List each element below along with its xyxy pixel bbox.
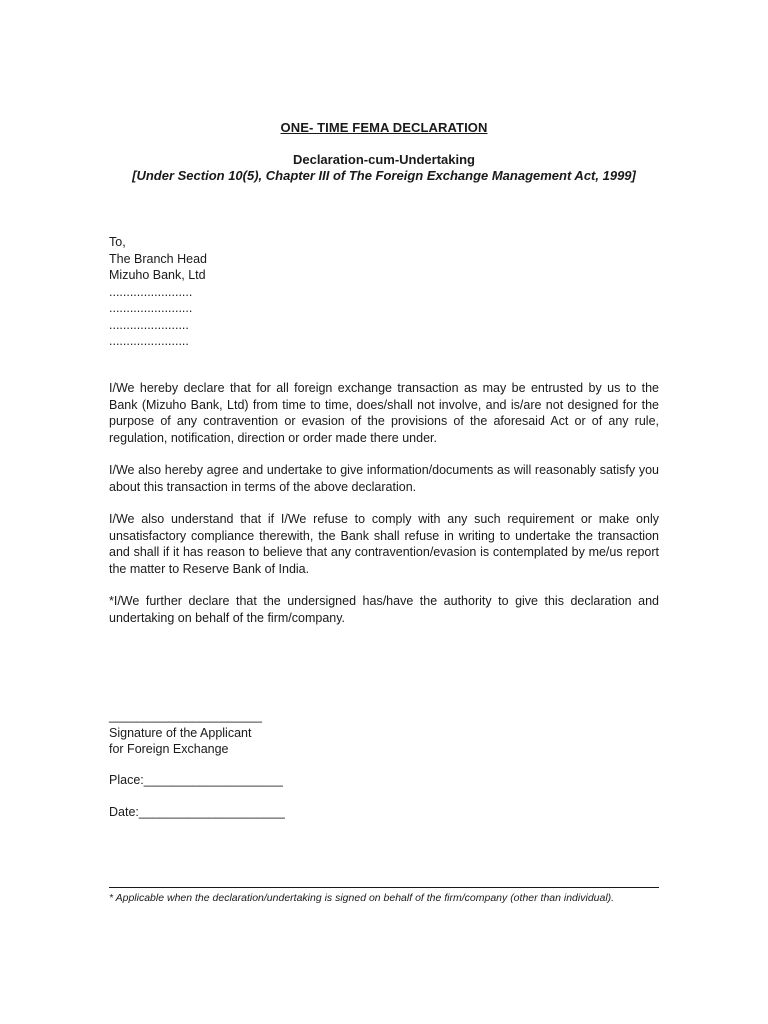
address-blank-1: ........................ [109, 284, 193, 299]
addressee-line-2: Mizuho Bank, Ltd [109, 268, 206, 282]
signature-label: Signature of the Applicant [109, 725, 252, 740]
compliance-paragraph: I/We also understand that if I/We refuse to comply with any such requirement or make only unsatisfactory compliance therewith, the Bank shall refuse in writing to undertake the transaction and shall if it has reason to believe that any contravention/evasion is contemplated by me/us report the matter to Reserve Bank of India. [109, 512, 659, 576]
address-blank-2: ........................ [109, 301, 193, 315]
address-blank-3: ....................... [109, 317, 189, 332]
undertaking-paragraph: I/We also hereby agree and undertake to give information/documents as will reasonably satisfy you about this transaction in terms of the above declaration. [109, 463, 659, 494]
footnote: * Applicable when the declaration/undertaking is signed on behalf of the firm/company (other than individual). [109, 892, 615, 904]
salutation: To, [109, 235, 126, 249]
footnote-divider [109, 887, 659, 888]
signature-line: ______________________ [109, 709, 262, 723]
addressee-line-1: The Branch Head [109, 251, 207, 266]
authority-paragraph: *I/We further declare that the undersigned has/have the authority to give this declaration and undertaking on behalf of the firm/company. [109, 594, 659, 625]
document-subtitle: Declaration-cum-Undertaking [292, 152, 476, 167]
signature-block [109, 708, 262, 758]
date-field: Date:_____________________ [109, 805, 285, 819]
place-field: Place:____________________ [109, 773, 283, 787]
declaration-paragraph: I/We hereby declare that for all foreign exchange transaction as may be entrusted by us to the Bank (Mizuho Bank, Ltd) from time to time, does/shall not involve, and is/are not designed for the purpose of any contravention or evasion of the provisions of the aforesaid Act or of any rule, regulation, notification, direction or order made there under. [109, 381, 659, 445]
document-legal-reference: [Under Section 10(5), Chapter III of The Foreign Exchange Management Act, 1999] [132, 168, 636, 183]
signature-sublabel: for Foreign Exchange [109, 742, 229, 756]
document-title: ONE- TIME FEMA DECLARATION [280, 120, 488, 135]
address-blank-4: ....................... [109, 334, 189, 348]
addressee-block [109, 234, 207, 350]
